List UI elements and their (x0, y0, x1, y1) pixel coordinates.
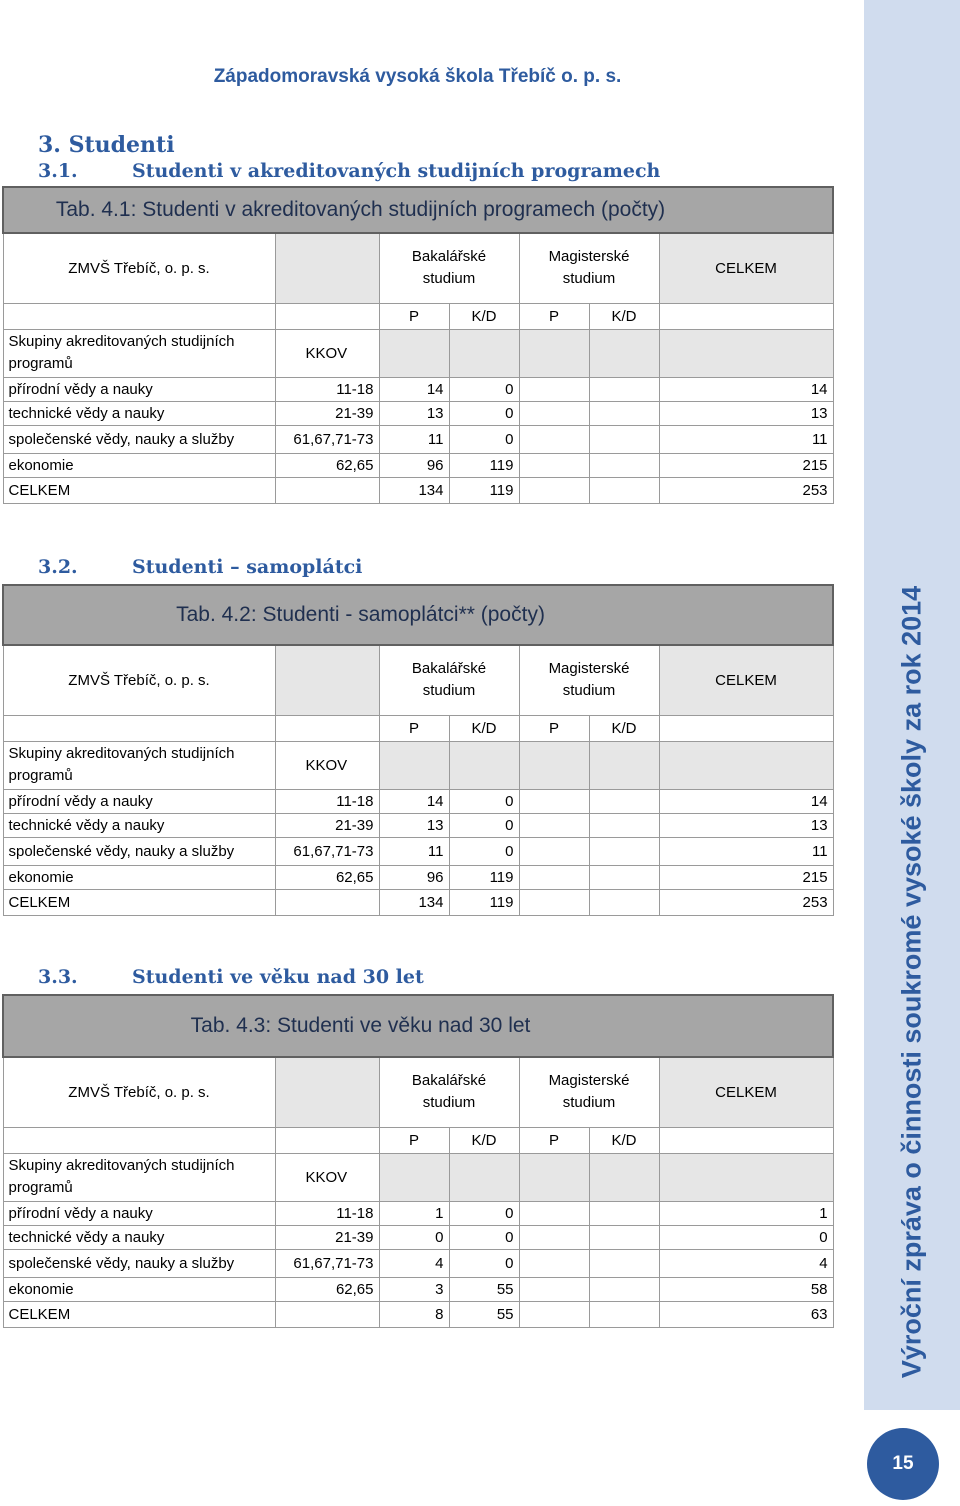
total-value: 11 (659, 837, 833, 865)
master-p-header: P (519, 303, 589, 329)
total-label: CELKEM (3, 1301, 275, 1327)
bachelor-header: Bakalářské studium (379, 1057, 519, 1127)
master-header: Magisterské studium (519, 233, 659, 303)
bachelor-kd-value: 0 (449, 377, 519, 401)
bachelor-p-value: 1 (379, 1201, 449, 1225)
bachelor-p-value: 0 (379, 1225, 449, 1249)
table-total-row (3, 889, 833, 915)
subsection-number: 3.3. (38, 966, 78, 988)
total-value: 58 (659, 1277, 833, 1301)
bachelor-p-value: 13 (379, 401, 449, 425)
grand-total: 253 (659, 477, 833, 503)
bachelor-p-total: 134 (379, 889, 449, 915)
bachelor-p-value: 13 (379, 813, 449, 837)
group-name: technické vědy a nauky (3, 401, 275, 425)
group-name: přírodní vědy a nauky (3, 1201, 275, 1225)
bachelor-kd-value: 0 (449, 1225, 519, 1249)
group-label: Skupiny akreditovaných studijních programů (3, 741, 275, 789)
subsection-number: 3.1. (38, 160, 78, 182)
table-row (3, 425, 833, 453)
bachelor-kd-header: K/D (449, 1127, 519, 1153)
org-label: ZMVŠ Třebíč, o. p. s. (3, 645, 275, 715)
table-caption: Tab. 4.1: Studenti v akreditovaných studijních programech (počty) (3, 187, 833, 233)
total-value: 1 (659, 1201, 833, 1225)
table-row (3, 1249, 833, 1277)
master-header: Magisterské studium (519, 1057, 659, 1127)
bachelor-kd-total: 119 (449, 477, 519, 503)
bachelor-kd-value: 0 (449, 813, 519, 837)
table-caption: Tab. 4.3: Studenti ve věku nad 30 let (3, 995, 833, 1057)
table-total-row (3, 1301, 833, 1327)
bachelor-kd-value: 0 (449, 789, 519, 813)
total-value: 14 (659, 377, 833, 401)
bachelor-kd-value: 119 (449, 865, 519, 889)
total-header: CELKEM (659, 1057, 833, 1127)
org-label: ZMVŠ Třebíč, o. p. s. (3, 233, 275, 303)
kkov-code: 62,65 (275, 453, 379, 477)
master-header: Magisterské studium (519, 645, 659, 715)
student-table (2, 186, 834, 504)
bachelor-p-value: 14 (379, 377, 449, 401)
group-name: ekonomie (3, 1277, 275, 1301)
grand-total: 253 (659, 889, 833, 915)
bachelor-kd-value: 119 (449, 453, 519, 477)
table-row (3, 837, 833, 865)
bachelor-header: Bakalářské studium (379, 645, 519, 715)
kkov-code: 61,67,71-73 (275, 1249, 379, 1277)
subsection-title: Studenti ve věku nad 30 let (132, 966, 424, 988)
bachelor-kd-value: 0 (449, 1201, 519, 1225)
total-value: 0 (659, 1225, 833, 1249)
table-row (3, 789, 833, 813)
bachelor-kd-value: 0 (449, 401, 519, 425)
bachelor-p-total: 8 (379, 1301, 449, 1327)
total-label: CELKEM (3, 889, 275, 915)
total-header: CELKEM (659, 645, 833, 715)
bachelor-kd-value: 0 (449, 425, 519, 453)
bachelor-p-header: P (379, 1127, 449, 1153)
total-label: CELKEM (3, 477, 275, 503)
table-row (3, 1225, 833, 1249)
table-caption: Tab. 4.2: Studenti - samoplátci** (počty) (3, 585, 833, 645)
kkov-code: 62,65 (275, 1277, 379, 1301)
group-name: přírodní vědy a nauky (3, 789, 275, 813)
group-name: ekonomie (3, 453, 275, 477)
master-p-header: P (519, 715, 589, 741)
total-value: 14 (659, 789, 833, 813)
total-value: 11 (659, 425, 833, 453)
table-row (3, 1277, 833, 1301)
kkov-code: 11-18 (275, 789, 379, 813)
section-title: 3. Studenti (38, 132, 175, 158)
group-name: technické vědy a nauky (3, 1225, 275, 1249)
kkov-code: 62,65 (275, 865, 379, 889)
table-row (3, 865, 833, 889)
total-value: 4 (659, 1249, 833, 1277)
group-label: Skupiny akreditovaných studijních programů (3, 1153, 275, 1201)
student-table (2, 584, 834, 916)
total-value: 13 (659, 813, 833, 837)
school-name: Západomoravská vysoká škola Třebíč o. p. s. (213, 66, 622, 87)
kkov-code: 61,67,71-73 (275, 425, 379, 453)
bachelor-kd-total: 55 (449, 1301, 519, 1327)
table-row (3, 813, 833, 837)
kkov-code: 61,67,71-73 (275, 837, 379, 865)
bachelor-header: Bakalářské studium (379, 233, 519, 303)
bachelor-p-value: 96 (379, 453, 449, 477)
total-value: 215 (659, 453, 833, 477)
bachelor-p-total: 134 (379, 477, 449, 503)
bachelor-kd-value: 0 (449, 1249, 519, 1277)
grand-total: 63 (659, 1301, 833, 1327)
kkov-code: 21-39 (275, 1225, 379, 1249)
table-total-row (3, 477, 833, 503)
kkov-header: KKOV (275, 329, 379, 377)
bachelor-kd-header: K/D (449, 715, 519, 741)
master-p-header: P (519, 1127, 589, 1153)
group-name: společenské vědy, nauky a služby (3, 425, 275, 453)
bachelor-p-value: 3 (379, 1277, 449, 1301)
bachelor-p-header: P (379, 715, 449, 741)
table-row (3, 1201, 833, 1225)
page-number: 15 (867, 1428, 939, 1500)
table-row (3, 453, 833, 477)
bachelor-p-value: 11 (379, 425, 449, 453)
subsection-title: Studenti v akreditovaných studijních programech (132, 160, 661, 182)
subsection-number: 3.2. (38, 556, 78, 578)
bachelor-p-value: 11 (379, 837, 449, 865)
bachelor-kd-total: 119 (449, 889, 519, 915)
group-name: technické vědy a nauky (3, 813, 275, 837)
kkov-header: KKOV (275, 1153, 379, 1201)
bachelor-kd-value: 0 (449, 837, 519, 865)
group-name: ekonomie (3, 865, 275, 889)
subsection-3-1 (38, 160, 660, 182)
total-value: 215 (659, 865, 833, 889)
group-name: společenské vědy, nauky a služby (3, 1249, 275, 1277)
master-kd-header: K/D (589, 715, 659, 741)
kkov-code: 21-39 (275, 813, 379, 837)
subsection-3-3 (38, 966, 424, 988)
kkov-code: 21-39 (275, 401, 379, 425)
bachelor-kd-header: K/D (449, 303, 519, 329)
master-kd-header: K/D (589, 1127, 659, 1153)
total-header: CELKEM (659, 233, 833, 303)
group-name: přírodní vědy a nauky (3, 377, 275, 401)
kkov-header: KKOV (275, 741, 379, 789)
bachelor-kd-value: 55 (449, 1277, 519, 1301)
group-name: společenské vědy, nauky a služby (3, 837, 275, 865)
kkov-code: 11-18 (275, 1201, 379, 1225)
org-label: ZMVŠ Třebíč, o. p. s. (3, 1057, 275, 1127)
subsection-title: Studenti – samoplátci (132, 556, 363, 578)
bachelor-p-header: P (379, 303, 449, 329)
bachelor-p-value: 96 (379, 865, 449, 889)
master-kd-header: K/D (589, 303, 659, 329)
total-value: 13 (659, 401, 833, 425)
bachelor-p-value: 4 (379, 1249, 449, 1277)
sidebar-report-title: Výroční zpráva o činnosti soukromé vysoké školy za rok 2014 (896, 585, 927, 1379)
kkov-code: 11-18 (275, 377, 379, 401)
table-row (3, 377, 833, 401)
subsection-3-2 (38, 556, 362, 578)
student-table (2, 994, 834, 1328)
group-label: Skupiny akreditovaných studijních programů (3, 329, 275, 377)
bachelor-p-value: 14 (379, 789, 449, 813)
table-row (3, 401, 833, 425)
